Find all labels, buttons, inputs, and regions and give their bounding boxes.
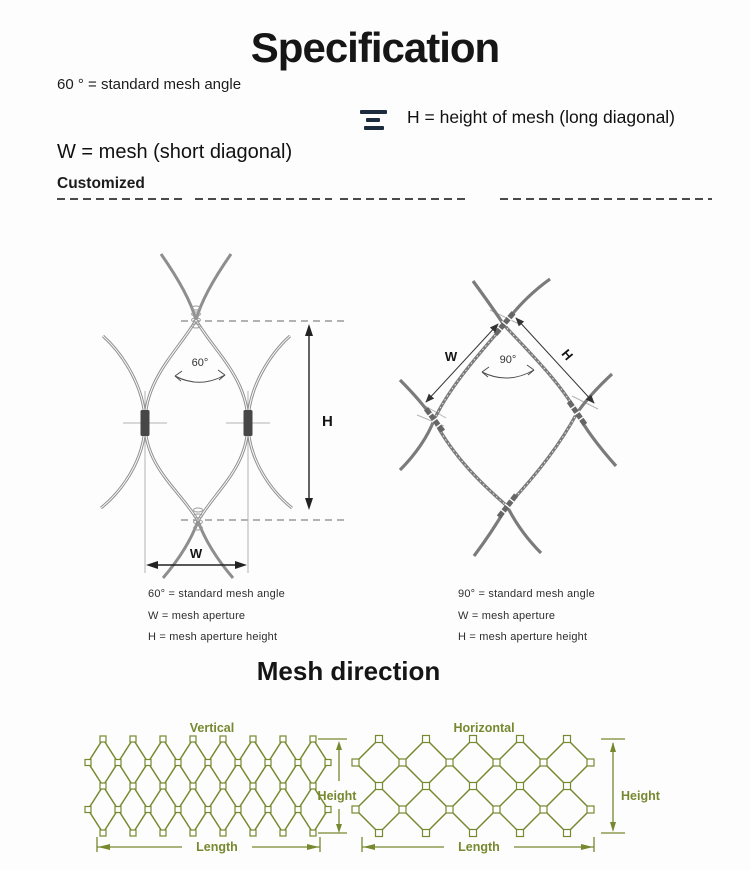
legend-height-line: H = height of mesh (long diagonal)	[407, 107, 676, 127]
length-label: Length	[458, 840, 500, 854]
mesh-direction-heading: Mesh direction	[256, 656, 441, 686]
w-dimension-label: W	[189, 546, 203, 561]
right-ferrule	[244, 410, 253, 436]
caption-line: H = mesh aperture height	[148, 631, 278, 643]
mesh-60deg-diagram	[95, 248, 355, 578]
triple-bar-icon	[360, 110, 388, 131]
height-label: Height	[621, 789, 660, 803]
caption-60deg	[148, 584, 285, 649]
h-dimension-label: H	[322, 413, 333, 430]
vertical-length-dimension	[97, 837, 320, 854]
angle-arc	[482, 370, 534, 378]
vertical-mesh-net	[85, 736, 331, 836]
customized-label: Customized	[57, 175, 145, 192]
caption-line: W = mesh aperture	[148, 609, 246, 622]
h-dimension-line	[516, 318, 594, 403]
legend-width-line: W = mesh (short diagonal)	[57, 141, 293, 163]
caption-90deg	[458, 584, 595, 649]
caption-line: 90° = standard mesh angle	[458, 588, 595, 600]
caption-line: 60° = standard mesh angle	[148, 588, 285, 600]
h-arrow-up	[305, 324, 313, 336]
twisted-joint-left	[423, 407, 445, 434]
dashed-rule-3	[340, 198, 470, 200]
dashed-rule-1	[57, 198, 185, 200]
caption-line: H = mesh aperture height	[458, 631, 588, 643]
horizontal-mesh-net	[352, 736, 594, 837]
mesh-90deg-diagram	[398, 248, 660, 578]
vertical-label: Vertical	[189, 721, 235, 735]
dashed-rule-2	[195, 198, 332, 200]
height-label: Height	[317, 789, 357, 803]
mesh-direction-diagrams	[0, 705, 750, 870]
angle-label: 90°	[499, 354, 517, 366]
h-arrow-down	[305, 498, 313, 510]
horizontal-height-dimension	[601, 739, 661, 833]
h-dimension-label: H	[558, 346, 577, 364]
vertical-height-dimension	[318, 739, 358, 833]
left-ferrule	[141, 410, 150, 436]
legend-angle-line: 60 ° = standard mesh angle	[57, 76, 242, 93]
page-title: Specification	[250, 24, 500, 71]
w-dimension-line	[426, 324, 498, 402]
dashed-rule-4	[500, 198, 712, 200]
w-arrow-left	[146, 561, 158, 569]
wire-ropes	[101, 254, 292, 578]
w-dimension-label: W	[444, 349, 458, 364]
horizontal-label: Horizontal	[453, 721, 515, 735]
seizing-coils	[192, 306, 203, 530]
caption-line: W = mesh aperture	[458, 609, 556, 622]
w-arrow-right	[235, 561, 247, 569]
angle-label: 60°	[191, 357, 209, 369]
horizontal-length-dimension	[362, 837, 594, 854]
length-label: Length	[196, 840, 238, 854]
angle-arc	[175, 375, 225, 382]
twisted-joint-bottom	[496, 493, 519, 519]
